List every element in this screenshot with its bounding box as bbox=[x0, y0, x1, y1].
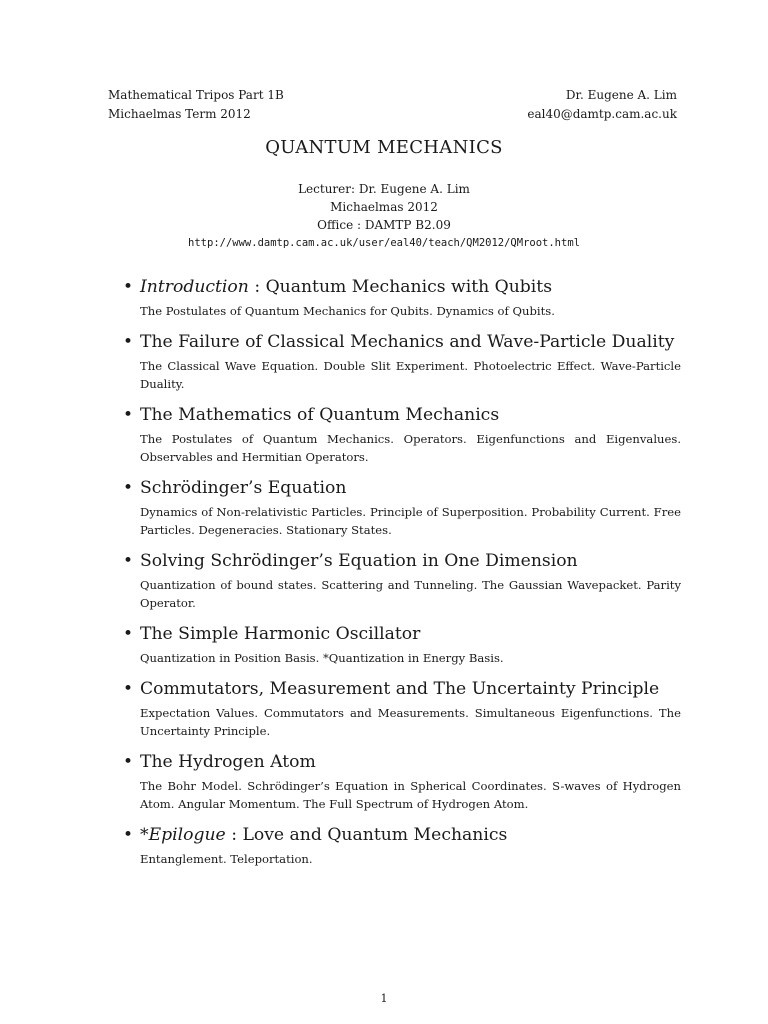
topic-title-text: Schrödinger’s Equation bbox=[140, 478, 347, 498]
topic-item bbox=[125, 820, 681, 868]
topic-title-text: : Quantum Mechanics with Qubits bbox=[248, 277, 553, 297]
header-right bbox=[527, 86, 677, 124]
topic-title-italic: *Epilogue bbox=[140, 825, 226, 845]
topic-item bbox=[125, 327, 681, 393]
lecturer-line: Lecturer: Dr. Eugene A. Lim bbox=[298, 182, 470, 196]
author-email: eal40@damtp.cam.ac.uk bbox=[527, 107, 677, 121]
bullet-icon: • bbox=[123, 752, 134, 772]
topic-description: The Bohr Model. Schrödinger’s Equation in Spherical Coordinates. S-waves of Hydrogen Atom. Angular Momentum. The Full Spectrum of Hydrogen Atom. bbox=[140, 779, 681, 811]
topic-title-italic: Introduction bbox=[140, 277, 249, 297]
bullet-icon: • bbox=[123, 277, 134, 297]
topic-title-text: Commutators, Measurement and The Uncertainty Principle bbox=[140, 679, 660, 699]
topic-title bbox=[140, 747, 316, 777]
topic-title bbox=[140, 272, 552, 302]
author-name: Dr. Eugene A. Lim bbox=[565, 88, 677, 102]
topic-title bbox=[140, 674, 659, 704]
topic-description: Entanglement. Teleportation. bbox=[140, 852, 313, 866]
bullet-icon: • bbox=[123, 478, 134, 498]
topic-title bbox=[140, 820, 507, 850]
bullet-icon: • bbox=[123, 405, 134, 425]
topic-item bbox=[125, 674, 681, 740]
topic-title-text: : Love and Quantum Mechanics bbox=[225, 825, 508, 845]
topic-item bbox=[125, 747, 681, 813]
topic-title-text: The Mathematics of Quantum Mechanics bbox=[140, 405, 500, 425]
topic-description: The Postulates of Quantum Mechanics. Operators. Eigenfunctions and Eigenvalues. Observables and Hermitian Operators. bbox=[140, 432, 681, 464]
course-name: Mathematical Tripos Part 1B bbox=[108, 88, 284, 102]
topic-title bbox=[140, 400, 499, 430]
course-url-link[interactable]: http://www.damtp.cam.ac.uk/user/eal40/teach/QM2012/QMroot.html bbox=[188, 237, 580, 249]
topic-title bbox=[140, 327, 674, 357]
topic-item bbox=[125, 546, 681, 612]
topic-title bbox=[140, 473, 346, 503]
topic-description: Dynamics of Non-relativistic Particles. Principle of Superposition. Probability Current. Free Particles. Degeneracies. Stationary States. bbox=[140, 505, 681, 537]
bullet-icon: • bbox=[123, 679, 134, 699]
topic-description: Quantization of bound states. Scattering and Tunneling. The Gaussian Wavepacket. Parity Operator. bbox=[140, 578, 681, 610]
course-term: Michaelmas Term 2012 bbox=[108, 107, 251, 121]
header-left bbox=[108, 86, 284, 124]
bullet-icon: • bbox=[123, 551, 134, 571]
page-number: 1 bbox=[380, 992, 388, 1005]
topic-item bbox=[125, 400, 681, 466]
topic-title bbox=[140, 546, 578, 576]
topic-description: The Postulates of Quantum Mechanics for Qubits. Dynamics of Qubits. bbox=[140, 304, 555, 318]
topic-title-text: Solving Schrödinger’s Equation in One Dimension bbox=[140, 551, 578, 571]
topic-item bbox=[125, 619, 681, 667]
topic-item bbox=[125, 272, 681, 320]
bullet-icon: • bbox=[123, 332, 134, 352]
bullet-icon: • bbox=[123, 624, 134, 644]
topic-description: Expectation Values. Commutators and Measurements. Simultaneous Eigenfunctions. The Uncertainty Principle. bbox=[140, 706, 681, 738]
lecturer-info bbox=[0, 180, 768, 252]
topic-title-text: The Hydrogen Atom bbox=[140, 752, 316, 772]
topic-description: The Classical Wave Equation. Double Slit Experiment. Photoelectric Effect. Wave-Particle Duality. bbox=[140, 359, 681, 391]
topic-title-text: The Failure of Classical Mechanics and Wave-Particle Duality bbox=[140, 332, 675, 352]
topic-title-text: The Simple Harmonic Oscillator bbox=[140, 624, 421, 644]
topic-description: Quantization in Position Basis. *Quantization in Energy Basis. bbox=[140, 651, 504, 665]
term-line: Michaelmas 2012 bbox=[330, 200, 438, 214]
topic-list bbox=[125, 272, 681, 875]
bullet-icon: • bbox=[123, 825, 134, 845]
office-line: Office : DAMTP B2.09 bbox=[317, 218, 451, 232]
topic-title bbox=[140, 619, 420, 649]
topic-item bbox=[125, 473, 681, 539]
document-title: QUANTUM MECHANICS bbox=[265, 137, 503, 158]
